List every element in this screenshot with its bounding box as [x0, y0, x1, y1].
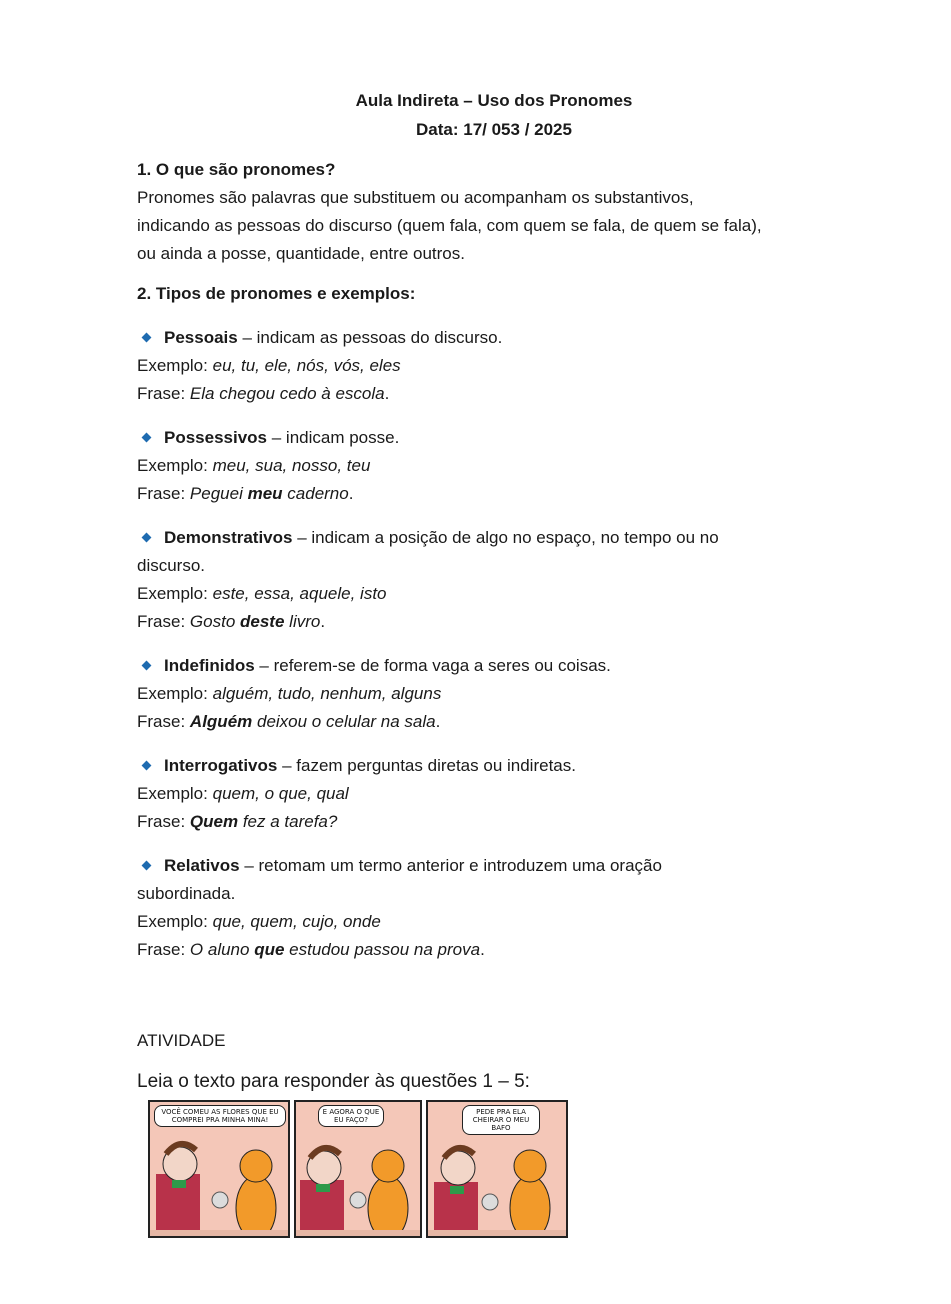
exemplo-label: Exemplo: — [137, 456, 208, 475]
frase-label: Frase: — [137, 940, 186, 959]
pronoun-type-0: Pessoais – indicam as pessoas do discurso. Exemplo: eu, tu, ele, nós, vós, eles Frase: Ela chegou cedo à escola. — [137, 328, 503, 403]
pronoun-type-desc: – indicam posse. — [267, 428, 400, 447]
frase-text: Gosto — [189, 612, 241, 631]
page-date: Data: 17/ 053 / 2025 — [416, 120, 572, 139]
frase-label: Frase: — [137, 712, 186, 731]
frase-text: deixou o celular na sala — [252, 712, 436, 731]
exemplo-label: Exemplo: — [137, 684, 208, 703]
frase-pronoun: deste — [240, 612, 285, 631]
pronoun-type-name: Demonstrativos — [164, 528, 293, 547]
frase-text: estudou passou na prova — [284, 940, 481, 959]
frase-text: O aluno — [189, 940, 255, 959]
frase-pronoun: que — [254, 940, 285, 959]
frase-pronoun: meu — [247, 484, 283, 503]
pronoun-type-desc: – referem-se de forma vaga a seres ou coisas. — [254, 656, 611, 675]
pronoun-examples: este, essa, aquele, isto — [212, 584, 387, 603]
pronoun-type-5: Relativos – retomam um termo anterior e introduzem uma oração subordinada. Exemplo: que, quem, cujo, onde Frase: O aluno que estudou passou na prova. — [137, 852, 857, 964]
diamond-bullet-icon — [142, 533, 152, 543]
pronoun-examples: que, quem, cujo, onde — [212, 912, 381, 931]
exemplo-label: Exemplo: — [137, 784, 208, 803]
pronoun-type-name: Indefinidos — [164, 656, 255, 675]
frase-pronoun: Alguém — [189, 712, 253, 731]
comic-drawing — [150, 1102, 290, 1238]
pronoun-type-1: Possessivos – indicam posse. Exemplo: meu, sua, nosso, teu Frase: Peguei meu caderno. — [137, 428, 400, 503]
exemplo-label: Exemplo: — [137, 584, 208, 603]
diamond-bullet-icon — [142, 661, 152, 671]
pronoun-type-2: Demonstrativos – indicam a posição de algo no espaço, no tempo ou no discurso. Exemplo: este, essa, aquele, isto Frase: Gosto deste livro. — [137, 524, 857, 636]
pronoun-type-name: Interrogativos — [164, 756, 278, 775]
pronoun-examples: eu, tu, ele, nós, vós, eles — [212, 356, 401, 375]
pronoun-type-desc: – retomam um termo anterior e introduzem uma oração — [239, 856, 662, 875]
frase-pronoun: Quem — [189, 812, 239, 831]
frase-label: Frase: — [137, 612, 186, 631]
comic-panel-1 — [148, 1100, 290, 1238]
exemplo-label: Exemplo: — [137, 912, 208, 931]
pronoun-examples: quem, o que, qual — [212, 784, 349, 803]
garfield-comic-strip — [148, 1100, 568, 1238]
diamond-bullet-icon — [142, 433, 152, 443]
frase-text: caderno — [282, 484, 349, 503]
frase-label: Frase: — [137, 484, 186, 503]
exemplo-label: Exemplo: — [137, 356, 208, 375]
pronoun-examples: meu, sua, nosso, teu — [212, 456, 371, 475]
frase-label: Frase: — [137, 384, 186, 403]
pronoun-type-desc-cont: discurso. — [137, 556, 206, 575]
frase-text: Peguei — [189, 484, 248, 503]
document-body — [137, 86, 857, 980]
activity-instruction: Leia o texto para responder às questões 1 – 5: — [137, 1071, 530, 1092]
pronoun-type-desc: – indicam a posição de algo no espaço, no tempo ou no — [292, 528, 719, 547]
speech-bubble: PEDE PRA ELA CHEIRAR O MEU BAFO — [462, 1105, 540, 1135]
section-2-heading: 2. Tipos de pronomes e exemplos: — [137, 284, 416, 303]
comic-panel-2 — [294, 1100, 422, 1238]
pronoun-type-name: Relativos — [164, 856, 240, 875]
pronoun-type-desc: – indicam as pessoas do discurso. — [237, 328, 503, 347]
page-title: Aula Indireta – Uso dos Pronomes — [355, 91, 633, 110]
activity-label: ATIVIDADE — [137, 1031, 226, 1050]
pronoun-types-list — [137, 324, 857, 964]
section-1-line: Pronomes são palavras que substituem ou acompanham os substantivos, — [137, 188, 694, 207]
comic-drawing — [428, 1102, 568, 1238]
pronoun-type-desc-cont: subordinada. — [137, 884, 236, 903]
diamond-bullet-icon — [142, 761, 152, 771]
comic-panel-3 — [426, 1100, 568, 1238]
section-1-line: ou ainda a posse, quantidade, entre outros. — [137, 244, 465, 263]
pronoun-type-name: Pessoais — [164, 328, 238, 347]
comic-drawing — [296, 1102, 422, 1238]
frase-text: fez a tarefa? — [238, 812, 338, 831]
frase-label: Frase: — [137, 812, 186, 831]
pronoun-type-4 — [137, 752, 857, 836]
section-1-heading: 1. O que são pronomes? — [137, 160, 336, 179]
frase-text: Ela chegou cedo à escola — [189, 384, 385, 403]
speech-bubble: VOCÊ COMEU AS FLORES QUE EU COMPREI PRA MINHA MINA! — [154, 1105, 286, 1127]
speech-bubble: E AGORA O QUE EU FAÇO? — [318, 1105, 384, 1127]
pronoun-type-desc: – fazem perguntas diretas ou indiretas. — [277, 756, 576, 775]
diamond-bullet-icon — [142, 333, 152, 343]
pronoun-type-name: Possessivos — [164, 428, 268, 447]
diamond-bullet-icon — [142, 861, 152, 871]
pronoun-type-3: Indefinidos – referem-se de forma vaga a seres ou coisas. Exemplo: alguém, tudo, nenhum, alguns Frase: Alguém deixou o celular na sala. — [137, 656, 611, 731]
frase-text: livro — [284, 612, 321, 631]
section-1-line: indicando as pessoas do discurso (quem fala, com quem se fala, de quem se fala), — [137, 216, 762, 235]
pronoun-examples: alguém, tudo, nenhum, alguns — [212, 684, 442, 703]
